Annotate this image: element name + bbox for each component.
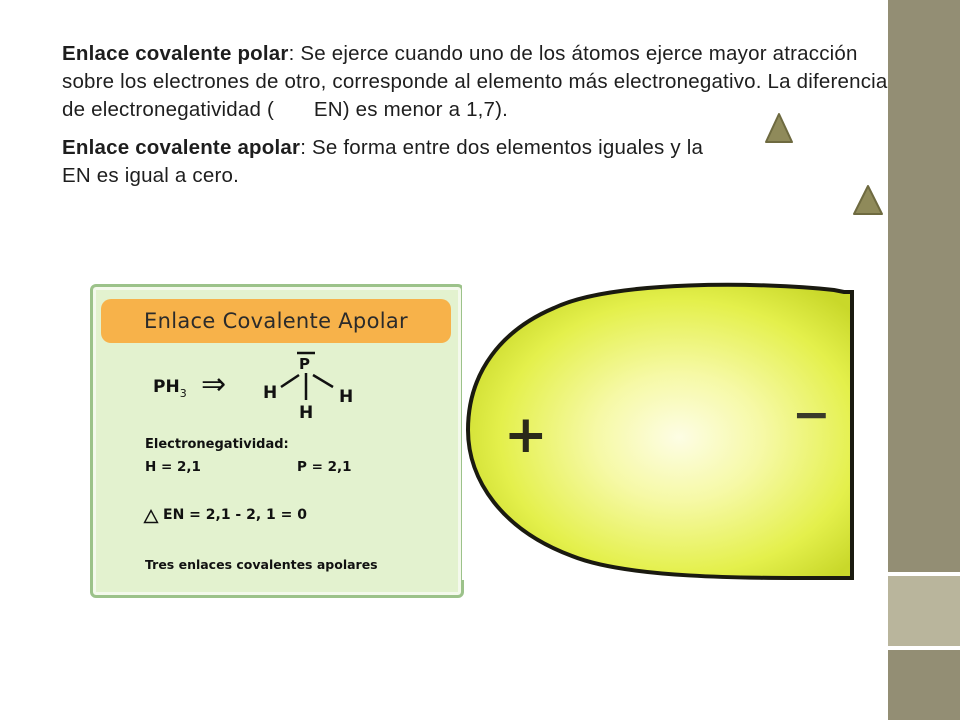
conclusion-text: Tres enlaces covalentes apolares [145,557,378,572]
band-light-stripe [888,576,960,646]
term-apolar: Enlace covalente apolar [62,136,301,159]
atom-h-left: H [263,383,278,403]
figure-banner: Enlace Covalente Apolar [101,299,451,343]
polar-definition-b: EN) es menor a 1,7). [307,98,509,121]
atom-h-right: H [339,387,354,407]
band-divider-bottom [888,646,960,650]
arrow-icon: ⇒ [201,367,227,402]
p-electroneg: P = 2,1 [297,459,352,475]
delta-icon [143,509,159,524]
apolar-bond-figure [90,284,464,598]
atom-h-bottom: H [299,403,314,423]
positive-pole: + [504,405,548,465]
term-polar: Enlace covalente polar [62,42,289,65]
h-electroneg: H = 2,1 [145,459,201,475]
delta-icon [764,112,794,144]
bond-p-h-right [313,375,333,387]
delta-icon [852,184,884,216]
formula-subscript: 3 [179,387,187,400]
delta-en-calc: EN = 2,1 - 2, 1 = 0 [163,507,308,523]
formula-main: PH [153,377,180,397]
apolar-definition-a: : Se forma entre dos elementos iguales y la [300,136,704,159]
negative-pole: − [792,387,831,441]
electroneg-title: Electronegatividad: [145,437,289,452]
ph3-structure [93,287,467,447]
electron-cloud-figure [462,280,854,580]
apolar-definition-b: EN es igual a cero. [62,164,239,187]
atom-p: P [299,355,310,373]
polar-definition-a: : Se ejerce cuando uno de los átomos ejerce mayor atracción sobre los electrones de otro, corresponde al elemento más electronegativo. La diferencia de electronegatividad ( [62,42,888,121]
bond-p-h-left [281,375,299,387]
